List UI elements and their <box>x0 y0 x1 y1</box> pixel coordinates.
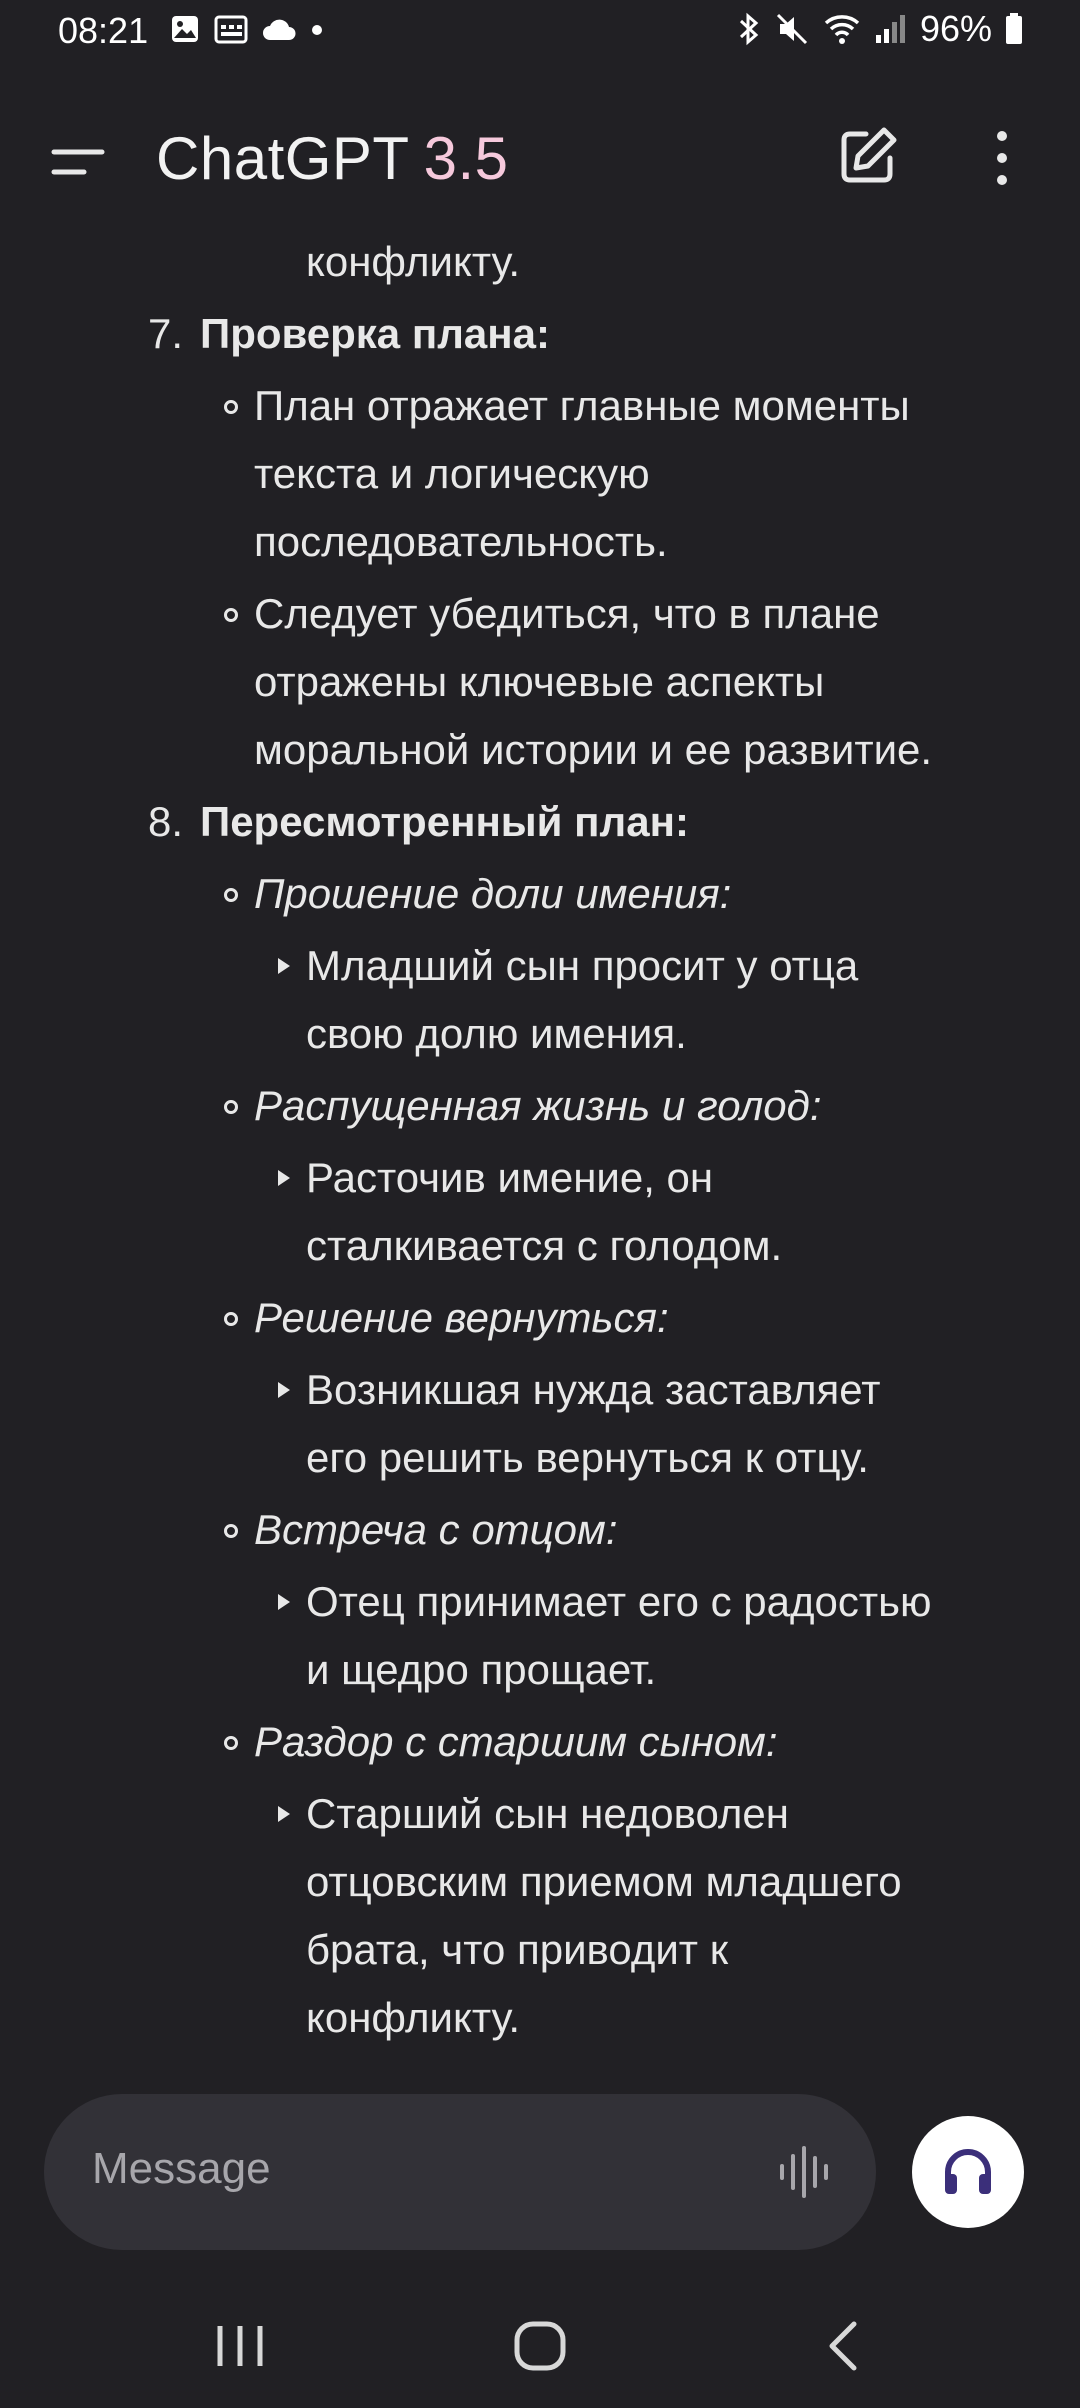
calendar-icon <box>214 14 248 44</box>
signal-icon <box>874 11 908 47</box>
text-line: конфликту. <box>306 238 521 285</box>
app-title-text: ChatGPT <box>156 125 410 192</box>
text-line: отцовским приемом младшего <box>306 1858 902 1905</box>
subsection-title: Встреча с отцом: <box>254 1506 618 1553</box>
list-item-title: Проверка плана: <box>200 310 550 357</box>
new-chat-icon[interactable] <box>836 124 900 188</box>
subsection-title: Прошение доли имения: <box>254 870 732 917</box>
text-line: Следует убедиться, что в плане <box>254 590 880 637</box>
text-line: Отец принимает его с радостью <box>306 1578 932 1625</box>
model-selector[interactable] <box>156 124 509 193</box>
bullet-circle <box>224 1736 238 1750</box>
gallery-icon <box>170 14 200 44</box>
text-line: Возникшая нужда заставляет <box>306 1366 881 1413</box>
bullet-triangle <box>278 958 290 974</box>
message-placeholder: Message <box>92 2144 271 2193</box>
subsection-title: Раздор с старшим сыном: <box>254 1718 778 1765</box>
list-number: 7. <box>148 310 184 357</box>
bullet-circle <box>224 608 238 622</box>
bullet-circle <box>224 888 238 902</box>
model-version: 3.5 <box>423 125 509 192</box>
bullet-triangle <box>278 1594 290 1610</box>
bullet-circle <box>224 400 238 414</box>
text-line: брата, что приводит к <box>306 1926 729 1973</box>
status-bar <box>0 0 1080 64</box>
message-input[interactable] <box>44 2094 876 2250</box>
status-right <box>736 8 1024 50</box>
bullet-circle <box>224 1100 238 1114</box>
recent-apps-icon[interactable] <box>212 2318 268 2374</box>
headphones-icon <box>940 2144 996 2200</box>
bullet-triangle <box>278 1806 290 1822</box>
text-line: сталкивается с голодом. <box>306 1222 783 1269</box>
subsection-title: Распущенная жизнь и голод: <box>254 1082 822 1129</box>
list-number: 8. <box>148 798 184 845</box>
dot-icon <box>310 14 324 44</box>
menu-icon[interactable] <box>50 134 106 190</box>
cloud-icon <box>262 16 296 42</box>
text-line: последовательность. <box>254 518 668 565</box>
status-left-icons <box>170 14 324 44</box>
bullet-triangle <box>278 1170 290 1186</box>
bullet-circle <box>224 1524 238 1538</box>
text-line: моральной истории и ее развитие. <box>254 726 933 773</box>
text-line: и щедро прощает. <box>306 1646 657 1693</box>
subsection-title: Решение вернуться: <box>254 1294 669 1341</box>
text-line: его решить вернуться к отцу. <box>306 1434 869 1481</box>
text-line: Расточив имение, он <box>306 1154 714 1201</box>
text-line: отражены ключевые аспекты <box>254 658 825 705</box>
wifi-icon <box>822 11 862 47</box>
bluetooth-icon <box>736 11 762 47</box>
text-line: конфликту. <box>306 1994 521 2041</box>
text-line: свою долю имения. <box>306 1010 687 1057</box>
voice-waveform-icon[interactable] <box>774 2142 834 2202</box>
mute-icon <box>774 11 810 47</box>
back-icon[interactable] <box>818 2318 874 2374</box>
bullet-circle <box>224 1312 238 1326</box>
text-line: План отражает главные моменты <box>254 382 910 429</box>
text-line: Младший сын просит у отца <box>306 942 859 989</box>
text-line: текста и логическую <box>254 450 650 497</box>
more-options-icon[interactable] <box>982 124 1022 194</box>
text-line: Старший сын недоволен <box>306 1790 789 1837</box>
list-item-title: Пересмотренный план: <box>200 798 689 845</box>
voice-mode-button[interactable] <box>912 2116 1024 2228</box>
app-header <box>0 100 1080 220</box>
battery-icon <box>1004 11 1024 47</box>
battery-percentage: 96% <box>919 8 992 49</box>
status-time: 08:21 <box>58 10 149 51</box>
system-nav-bar <box>0 2296 1080 2408</box>
home-icon[interactable] <box>512 2318 568 2374</box>
bullet-triangle <box>278 1382 290 1398</box>
chat-message-content <box>0 224 1080 2054</box>
